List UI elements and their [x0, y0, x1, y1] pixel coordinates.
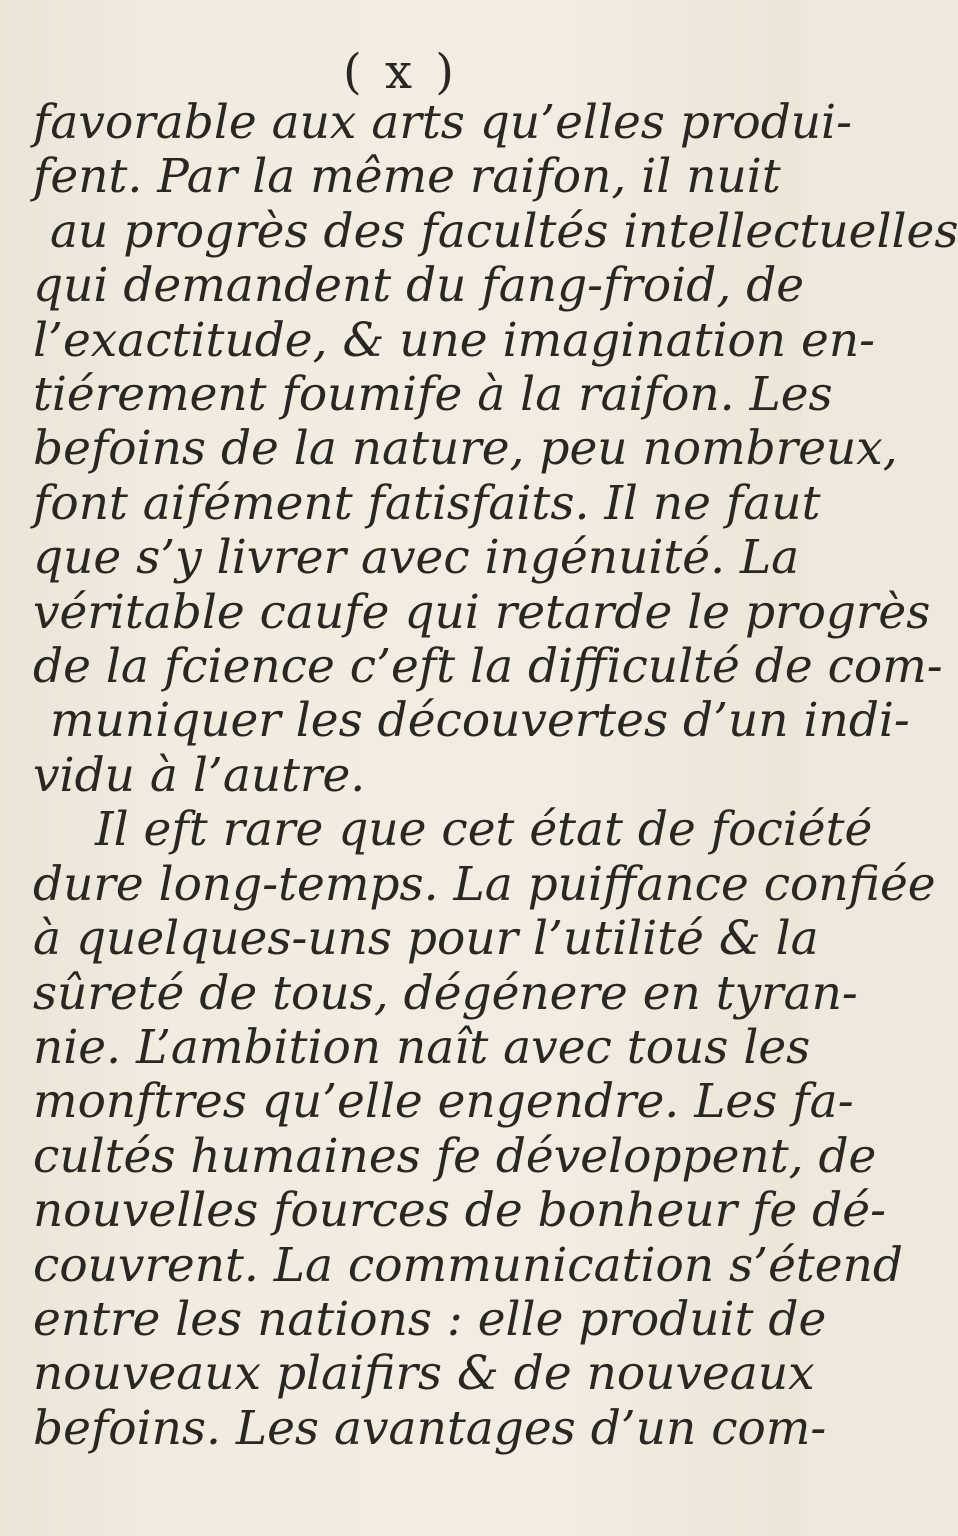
- text-line: sûreté de tous, dégénere en tyran-: [33, 965, 858, 1021]
- text-line: dure long-temps. La puiffance confiée: [33, 856, 936, 912]
- text-line: cultés humaines fe développent, de: [33, 1128, 877, 1184]
- text-line: favorable aux arts qu’elles produi-: [33, 95, 852, 150]
- text-line: nie. L’ambition naît avec tous les: [33, 1019, 811, 1075]
- text-line: befoins. Les avantages d’un com-: [33, 1400, 827, 1456]
- text-line: au progrès des facultés intellectuelles: [50, 203, 958, 259]
- text-line: entre les nations : elle produit de: [33, 1291, 827, 1347]
- text-line: l’exactitude, & une imagination en-: [33, 312, 875, 368]
- text-line: couvrent. La communication s’étend: [33, 1237, 903, 1293]
- text-line: fent. Par la même raifon, il nuit: [33, 149, 781, 205]
- text-line: vidu à l’autre.: [33, 747, 366, 803]
- text-line: monftres qu’elle engendre. Les fa-: [33, 1074, 854, 1130]
- text-line: nouvelles fources de bonheur fe dé-: [33, 1183, 886, 1239]
- text-line: tiérement foumife à la raifon. Les: [33, 367, 833, 423]
- text-line: Il eft rare que cet état de fociété: [95, 802, 873, 858]
- text-line: que s’y livrer avec ingénuité. La: [33, 530, 800, 586]
- text-line: de la fcience c’eft la difficulté de com-: [33, 639, 943, 695]
- text-line: à quelques-uns pour l’utilité & la: [33, 911, 819, 967]
- text-line: muniquer les découvertes d’un indi-: [50, 693, 910, 749]
- text-line: véritable caufe qui retarde le progrès: [33, 584, 931, 640]
- body-text: [33, 95, 958, 1456]
- text-line: qui demandent du fang-froid, de: [33, 258, 805, 314]
- text-line: befoins de la nature, peu nombreux,: [33, 421, 898, 477]
- page-number: ( x ): [342, 44, 459, 100]
- text-line: nouveaux plaifirs & de nouveaux: [33, 1346, 815, 1402]
- text-line: font aifément fatisfaits. Il ne faut: [33, 475, 821, 531]
